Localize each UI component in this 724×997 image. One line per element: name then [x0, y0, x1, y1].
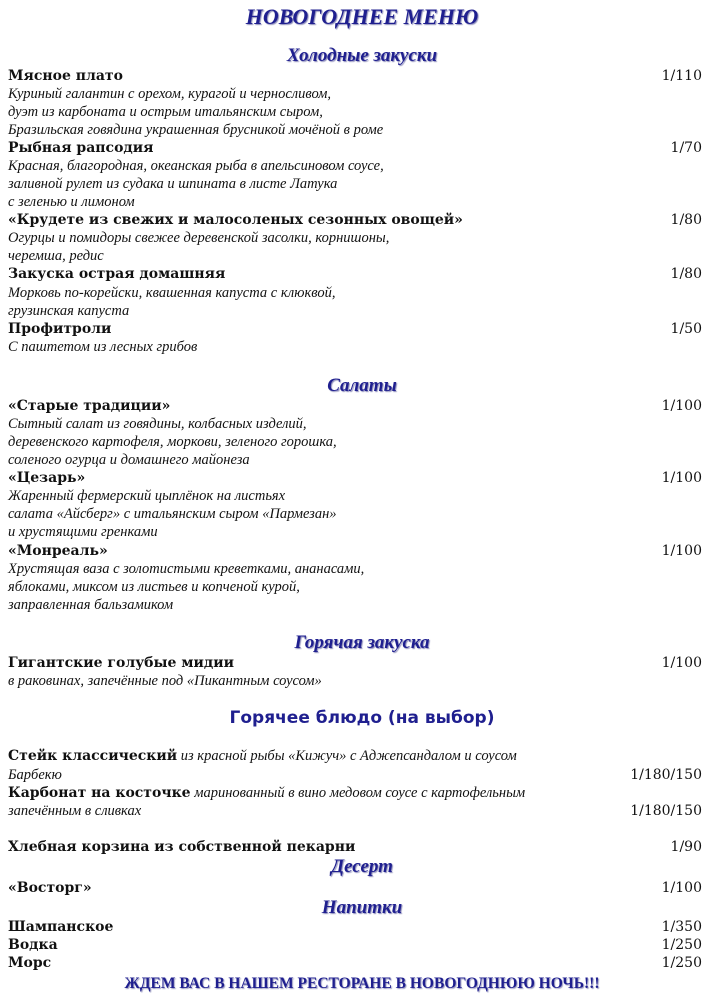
portion-crudites: 1/80	[670, 212, 702, 228]
portion-profiteroles: 1/50	[670, 321, 702, 337]
portion-mors: 1/250	[661, 955, 702, 971]
portion-fish-rhapsody: 1/70	[670, 140, 702, 156]
desc-mussels-1: в раковинах, запечённые под «Пикантным соусом»	[8, 673, 322, 689]
desc-old-traditions-1: Сытный салат из говядины, колбасных изделий,	[8, 416, 307, 432]
drink-mors: Морс	[8, 955, 52, 971]
dish-steak-name: Стейк классический	[8, 748, 178, 764]
dish-steak	[8, 748, 517, 765]
menu-title: НОВОГОДНЕЕ МЕНЮ	[245, 4, 479, 29]
portion-vodka: 1/250	[661, 937, 702, 953]
dish-carbonade-inline-desc: маринованный в вино медовом соусе с картофельным	[190, 785, 526, 801]
portion-old-traditions: 1/100	[661, 398, 702, 414]
dish-old-traditions: «Старые традиции»	[8, 398, 171, 414]
desc-meat-platter-1: Куриный галантин с орехом, курагой и черносливом,	[8, 86, 332, 102]
dish-montreal: «Монреаль»	[8, 543, 108, 559]
portion-champagne: 1/350	[661, 919, 702, 935]
dish-spicy-starter: Закуска острая домашняя	[8, 266, 226, 282]
desc-meat-platter-3: Бразильская говядина украшенная брусникой мочёной в роме	[8, 122, 384, 138]
dish-caesar: «Цезарь»	[8, 470, 86, 486]
dish-carbonade-name: Карбонат на косточке	[8, 785, 191, 801]
desc-crudites-2: черемша, редис	[8, 248, 104, 264]
desc-montreal-1: Хрустящая ваза с золотистыми креветками, ананасами,	[8, 561, 365, 577]
portion-bread-basket: 1/90	[670, 839, 702, 855]
desc-fish-rhapsody-3: с зеленью и лимоном	[8, 194, 135, 210]
desc-montreal-3: заправленная бальзамиком	[8, 597, 174, 613]
section-cold-starters: Холодные закуски	[286, 45, 438, 66]
desc-profiteroles-1: С паштетом из лесных грибов	[8, 339, 198, 355]
portion-delight: 1/100	[661, 880, 702, 896]
desc-montreal-2: яблоками, миксом из листьев и копченой курой,	[8, 579, 300, 595]
dish-profiteroles: Профитроли	[8, 321, 112, 337]
portion-montreal: 1/100	[661, 543, 702, 559]
desc-caesar-1: Жаренный фермерский цыплёнок на листьях	[8, 488, 286, 504]
dish-fish-rhapsody: Рыбная рапсодия	[8, 140, 154, 156]
drink-vodka: Водка	[8, 937, 58, 953]
portion-carbonade: 1/180/150	[630, 803, 702, 819]
portion-meat-platter: 1/110	[661, 68, 702, 84]
desc-spicy-starter-1: Морковь по-корейски, квашенная капуста с клюквой,	[8, 285, 336, 301]
dish-carbonade	[8, 785, 525, 802]
desc-old-traditions-2: деревенского картофеля, моркови, зеленого горошка,	[8, 434, 337, 450]
section-salads: Салаты	[327, 375, 397, 396]
portion-mussels: 1/100	[661, 655, 702, 671]
footer-invitation: ЖДЕМ ВАС В НАШЕМ РЕСТОРАНЕ В НОВОГОДНЮЮ НОЧЬ!!!	[124, 975, 600, 992]
desc-caesar-3: и хрустящими гренками	[8, 524, 158, 540]
section-hot-starter: Горячая закуска	[294, 632, 430, 653]
desc-meat-platter-2: дуэт из карбоната и острым итальянским сыром,	[8, 104, 323, 120]
dish-crudites: «Крудете из свежих и малосоленых сезонных овощей»	[8, 212, 463, 228]
desc-spicy-starter-2: грузинская капуста	[8, 303, 130, 319]
desc-steak-2: Барбекю	[8, 767, 62, 783]
desc-fish-rhapsody-2: заливной рулет из судака и шпината в листе Латука	[8, 176, 338, 192]
portion-spicy-starter: 1/80	[670, 266, 702, 282]
desc-crudites-1: Огурцы и помидоры свежее деревенской засолки, корнишоны,	[8, 230, 390, 246]
dish-bread-basket: Хлебная корзина из собственной пекарни	[8, 839, 356, 855]
dish-meat-platter: Мясное плато	[8, 68, 123, 84]
desc-caesar-2: салата «Айсберг» с итальянским сыром «Пармезан»	[8, 506, 337, 522]
desc-fish-rhapsody-1: Красная, благородная, океанская рыба в апельсиновом соусе,	[8, 158, 384, 174]
portion-caesar: 1/100	[661, 470, 702, 486]
portion-steak: 1/180/150	[630, 767, 702, 783]
dish-steak-inline-desc: из красной рыбы «Кижуч» с Аджепсандалом и соусом	[177, 748, 517, 764]
section-drinks: Напитки	[321, 897, 403, 918]
section-dessert: Десерт	[331, 856, 393, 877]
dish-mussels: Гигантские голубые мидии	[8, 655, 234, 671]
dish-delight: «Восторг»	[8, 880, 92, 896]
drink-champagne: Шампанское	[8, 919, 114, 935]
desc-carbonade-2: запечённым в сливках	[8, 803, 142, 819]
section-main-course: Горячее блюдо (на выбор)	[229, 708, 495, 728]
desc-old-traditions-3: соленого огурца и домашнего майонеза	[8, 452, 250, 468]
